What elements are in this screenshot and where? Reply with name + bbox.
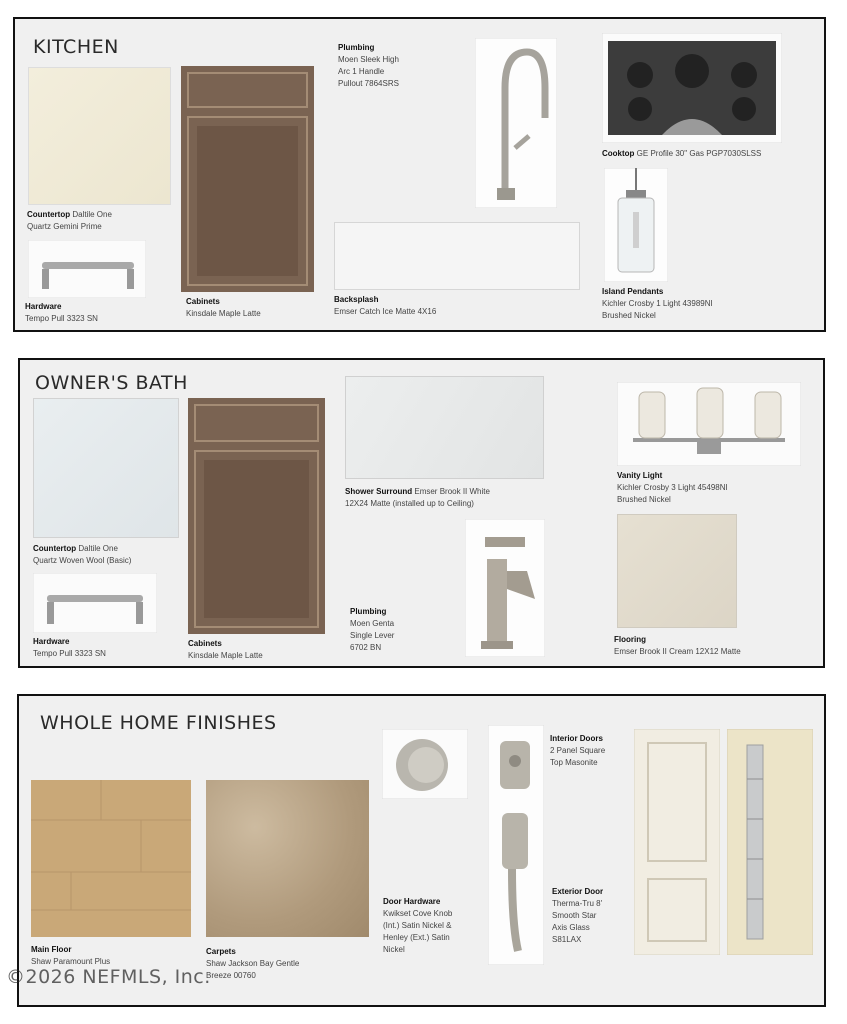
kitchen-cooktop-image — [602, 33, 782, 143]
interior-door-image — [634, 729, 720, 955]
watermark: ©2026 NEFMLS, Inc. — [6, 966, 211, 988]
kitchen-backsplash-swatch — [334, 222, 580, 290]
carpets-caption: Carpets Shaw Jackson Bay Gentle Breeze 00760 — [206, 947, 300, 980]
kitchen-cabinets-caption: Cabinets Kinsdale Maple Latte — [186, 297, 261, 318]
bath-faucet-image — [465, 519, 545, 657]
kitchen-hardware-caption: Hardware Tempo Pull 3323 SN — [25, 302, 98, 323]
exterior-door-caption: Exterior Door Therma-Tru 8' Smooth Star Axis Glass S81LAX — [552, 887, 604, 944]
whole-home-title: WHOLE HOME FINISHES — [40, 712, 277, 734]
kitchen-countertop-swatch — [28, 67, 171, 205]
main-floor-wood-swatch — [31, 780, 191, 937]
kitchen-backsplash-caption: Backsplash Emser Catch Ice Matte 4X16 — [334, 295, 437, 316]
kitchen-pendant-image — [604, 168, 668, 282]
bath-flooring-caption: Flooring Emser Brook II Cream 12X12 Matte — [614, 635, 741, 656]
bath-vanity-light-image — [617, 382, 801, 466]
bath-hardware-caption: Hardware Tempo Pull 3323 SN — [33, 637, 106, 658]
bath-floor-tile-swatch — [617, 514, 737, 628]
bath-vanity-light-caption: Vanity Light Kichler Crosby 3 Light 45498NI Brushed Nickel — [617, 471, 728, 504]
kitchen-faucet-image — [475, 38, 557, 208]
bath-hardware-pull-image — [33, 573, 157, 633]
owners-bath-title: OWNER'S BATH — [35, 372, 188, 394]
bath-plumbing-caption: Plumbing Moen Genta Single Lever 6702 BN — [350, 607, 395, 652]
kitchen-title: KITCHEN — [33, 36, 119, 58]
kitchen-cabinet-door-image — [181, 66, 314, 292]
kitchen-cooktop-caption: Cooktop GE Profile 30" Gas PGP7030SLSS — [602, 149, 762, 158]
exterior-door-image — [727, 729, 813, 955]
bath-countertop-swatch — [33, 398, 179, 538]
interior-doors-caption: Interior Doors 2 Panel Square Top Masonite — [550, 734, 606, 767]
bath-countertop-caption: Countertop Daltile One Quartz Woven Wool (Basic) — [33, 544, 132, 565]
kitchen-plumbing-caption: Plumbing Moen Sleek High Arc 1 Handle Pullout 7864SRS — [338, 43, 399, 88]
door-knob-image — [382, 729, 468, 799]
carpet-swatch — [206, 780, 369, 937]
bath-shower-surround-swatch — [345, 376, 544, 479]
bath-shower-caption: Shower Surround Emser Brook II White 12X24 Matte (installed up to Ceiling) — [345, 487, 490, 508]
bath-cabinets-caption: Cabinets Kinsdale Maple Latte — [188, 639, 263, 660]
door-hardware-caption: Door Hardware Kwikset Cove Knob (Int.) Satin Nickel & Henley (Ext.) Satin Nickel — [383, 897, 453, 954]
kitchen-hardware-pull-image — [28, 240, 146, 298]
kitchen-pendants-caption: Island Pendants Kichler Crosby 1 Light 43989NI Brushed Nickel — [602, 287, 713, 320]
handleset-image — [488, 725, 544, 965]
main-floor-caption: Main Floor Shaw Paramount Plus — [31, 945, 111, 966]
bath-cabinet-door-image — [188, 398, 325, 634]
kitchen-countertop-caption: Countertop Daltile One Quartz Gemini Prime — [27, 210, 112, 231]
